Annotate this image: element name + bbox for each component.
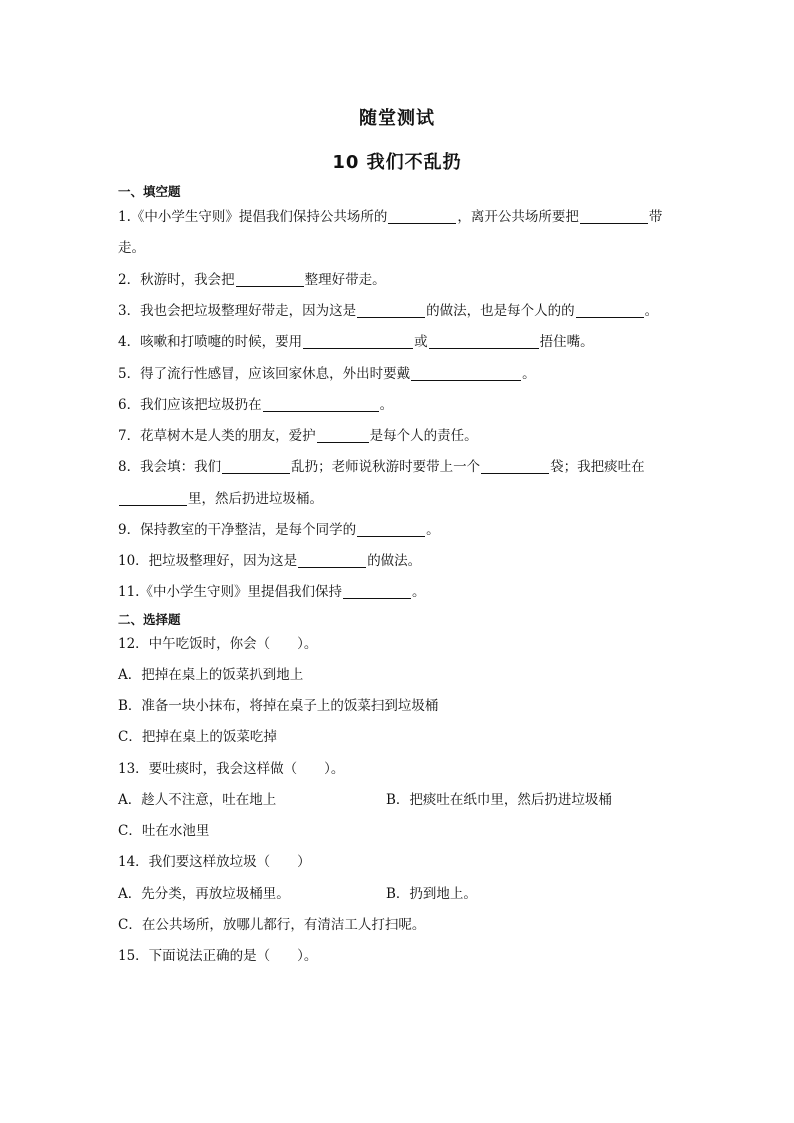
question-9: 9．保持教室的干净整洁，是每个同学的 。 (118, 522, 440, 538)
answer-blank[interactable] (119, 491, 187, 506)
lesson-title: 10 我们不乱扔 (332, 152, 462, 173)
answer-blank[interactable] (222, 459, 290, 474)
question-14-option-a[interactable]: A．先分类，再放垃圾桶里。 (118, 886, 290, 902)
question-11: 11.《中小学生守则》里提倡我们保持 。 (118, 584, 426, 600)
answer-blank[interactable] (357, 522, 425, 537)
answer-blank[interactable] (481, 459, 549, 474)
question-1-continued: 走。 (118, 240, 145, 256)
answer-blank[interactable] (429, 334, 539, 349)
question-13-option-c[interactable]: C．吐在水池里 (118, 823, 210, 839)
question-1: 1.《中小学生守则》提倡我们保持公共场所的 ，离开公共场所要把 带 (118, 209, 663, 225)
question-13-stem: 13．要吐痰时，我会这样做（ ）。 (118, 761, 345, 777)
question-8-continued: 里，然后扔进垃圾桶。 (118, 490, 323, 508)
section-heading-choice: 二、选择题 (118, 612, 181, 627)
answer-blank[interactable] (317, 428, 369, 443)
answer-blank[interactable] (576, 303, 644, 318)
question-2: 2．秋游时，我会把 整理好带走。 (118, 272, 386, 288)
question-12-option-a[interactable]: A．把掉在桌上的饭菜扒到地上 (118, 667, 304, 683)
answer-blank[interactable] (303, 334, 413, 349)
question-14-option-b[interactable]: B．扔到地上。 (386, 886, 477, 902)
question-3: 3．我也会把垃圾整理好带走，因为这是 的做法，也是每个人的的 。 (118, 303, 659, 319)
answer-blank[interactable] (236, 272, 304, 287)
question-7: 7．花草树木是人类的朋友，爱护 是每个人的责任。 (118, 428, 478, 444)
question-8: 8．我会填：我们 乱扔；老师说秋游时要带上一个 袋；我把痰吐在 (118, 459, 645, 475)
answer-blank[interactable] (298, 553, 366, 568)
section-heading-fill: 一、填空题 (118, 184, 181, 199)
question-13-option-b[interactable]: B．把痰吐在纸巾里，然后扔进垃圾桶 (386, 792, 612, 808)
answer-blank[interactable] (357, 303, 425, 318)
answer-blank[interactable] (388, 209, 456, 224)
question-14-stem: 14．我们要这样放垃圾（ ） (118, 854, 311, 870)
answer-blank[interactable] (343, 584, 411, 599)
question-12-option-b[interactable]: B．准备一块小抹布，将掉在桌子上的饭菜扫到垃圾桶 (118, 698, 439, 714)
question-13-option-a[interactable]: A．趁人不注意，吐在地上 (118, 792, 277, 808)
answer-blank[interactable] (411, 366, 521, 381)
question-4: 4．咳嗽和打喷嚏的时候，要用 或 捂住嘴。 (118, 334, 594, 350)
answer-blank[interactable] (580, 209, 648, 224)
question-12-stem: 12．中午吃饭时，你会（ ）。 (118, 636, 318, 652)
page-title: 随堂测试 (359, 108, 435, 129)
question-5: 5．得了流行性感冒，应该回家休息，外出时要戴 。 (118, 366, 536, 382)
question-12-option-c[interactable]: C．把掉在桌上的饭菜吃掉 (118, 729, 277, 745)
question-6: 6．我们应该把垃圾扔在 。 (118, 397, 394, 413)
question-10: 10．把垃圾整理好，因为这是 的做法。 (118, 553, 422, 569)
question-15-stem: 15．下面说法正确的是（ ）。 (118, 948, 318, 964)
answer-blank[interactable] (263, 397, 379, 412)
question-14-option-c[interactable]: C．在公共场所，放哪儿都行，有清洁工人打扫呢。 (118, 917, 426, 933)
